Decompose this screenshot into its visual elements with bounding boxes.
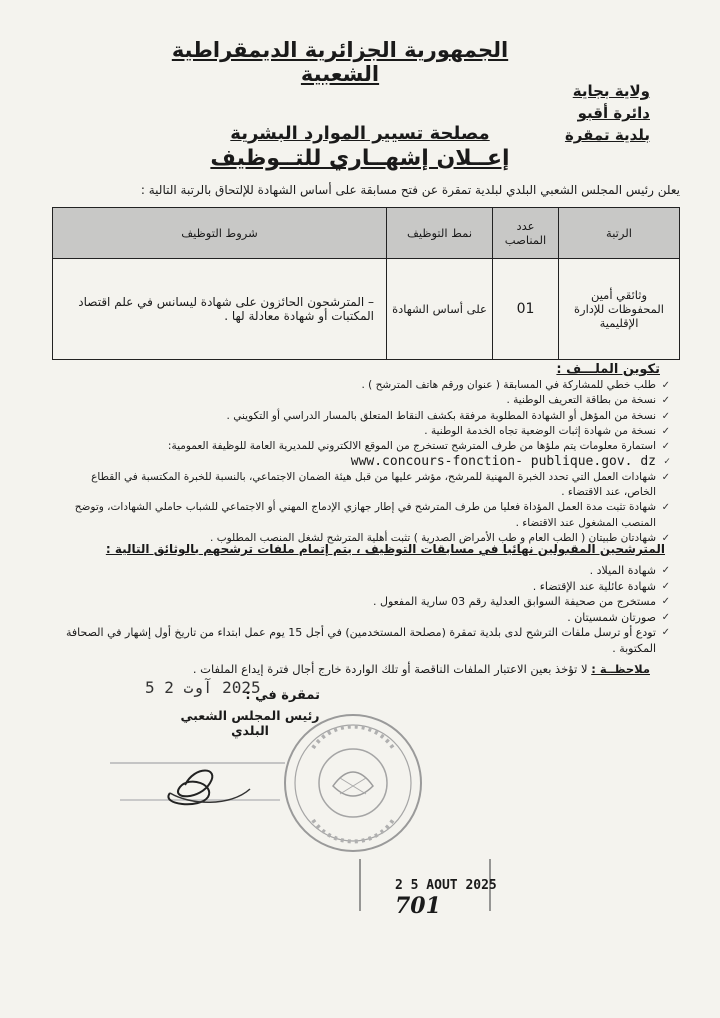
list-item: ✓ نسخة من بطاقة التعريف الوطنية .: [60, 393, 670, 408]
received-number: 701: [395, 893, 441, 919]
date-stamp: 2025 آوت 2 5: [145, 678, 261, 697]
signature-icon: [100, 745, 290, 835]
cell-conditions: – المترشحون الحائزون على شهادة ليسانس في علم اقتصاد المكتبات أو شهادة معادلة لها .: [53, 259, 387, 360]
note: [50, 662, 650, 676]
intro-paragraph: يعلن رئيس المجلس الشعبي البلدي لبلدية تمقرة عن فتح مسابقة على أساس الشهادة للإلتحاق بالرتبة التالية :: [140, 183, 680, 197]
list-item: ✓ شهادات العمل التي تحدد الخبرة المهنية للمرشح، مؤشر عليها من قبل هيئة الضمان الاجتماعي، بالنسبة للخبرة المكتسبة في القطاع الخاص، عند الاقتضاء .: [60, 470, 670, 501]
list-item: ✓ مستخرج من صحيفة السوابق العدلية رقم 03 سارية المفعول .: [60, 594, 670, 610]
service-title: مصلحة تسيير الموارد البشرية: [230, 123, 490, 144]
list-item: ✓ نسخة من شهادة إثبات الوضعية تجاه الخدمة الوطنية .: [60, 424, 670, 439]
website-url: ✓ www.concours-fonction- publique.gov. dz: [60, 454, 670, 469]
list-item: ✓ شهادة عائلية عند الإقتضاء .: [60, 579, 670, 595]
cell-count: 01: [493, 259, 559, 360]
header-mode: نمط التوظيف: [387, 208, 493, 259]
header-conditions: شروط التوظيف: [53, 208, 387, 259]
list-item: ✓ صورتان شمسيتان .: [60, 610, 670, 626]
file-section-title: تكوين الملـــف :: [556, 362, 660, 377]
received-date: 2 5 AOUT 2025: [395, 878, 497, 893]
place-label: تمقرة في :: [245, 688, 320, 703]
header-count: عدد المناصب: [493, 208, 559, 259]
wilaya-label: ولاية بجاية: [572, 82, 650, 100]
republic-title: الجمهورية الجزائرية الديمقراطية الشعبية: [171, 38, 509, 86]
note-label: ملاحظــة :: [591, 662, 650, 676]
list-item: ✓ استمارة معلومات يتم ملؤها من طرف المترشح تستخرج من الموقع الالكتروني للمديرية العامة للوظيفة العمومية:: [60, 439, 670, 454]
list-item: ✓ شهادة تثبت مدة العمل المؤداة فعليا من طرف المترشح في إطار جهازي الإدماج المهني أو الاجتماعي للشباب حاملي الشهادات، وتوضح المنصب المشغول عند الاقتضاء .: [60, 500, 670, 531]
cell-grade: وثائقي أمين المحفوظات للإدارة الإقليمية: [559, 259, 680, 360]
list-item: ✓ طلب خطي للمشاركة في المسابقة ( عنوان ورقم هاتف المترشح ) .: [60, 378, 670, 393]
table-row: [53, 259, 680, 360]
final-documents-list: [60, 563, 670, 656]
announcement-title: إعــلان إشهــاري للتــوظيف: [210, 146, 510, 171]
daira-label: دائرة أقبو: [577, 104, 650, 122]
list-item: ✓ شهادة الميلاد .: [60, 563, 670, 579]
list-item: ✓ شهادتان طبيتان ( الطب العام و طب الأمراض الصدرية ) تثبت أهلية المترشح لشغل المنصب المطلوب .: [60, 531, 670, 546]
header-grade: الرتبة: [559, 208, 680, 259]
documents-list: [60, 378, 670, 546]
signatory-title: رئيس المجلس الشعبي البلدي: [180, 708, 320, 738]
official-seal-icon: [278, 708, 428, 858]
recruitment-table: [52, 207, 680, 360]
administrative-header: [565, 80, 650, 146]
note-text: لا تؤخذ بعين الاعتبار الملفات الناقصة أو تلك الواردة خارج أجال فترة إيداع الملفات .: [192, 662, 588, 676]
final-documents-title: المترشحين المقبولين نهائيا في مسابقات التوظيف ، يتم إتمام ملفات ترشحهم بالوثائق التالية :: [105, 542, 665, 556]
table-header-row: [53, 208, 680, 259]
list-item: ✓ نسخة من المؤهل أو الشهادة المطلوبة مرفقة بكشف النقاط المتعلق بالمسار الدراسي أو التكويني .: [60, 409, 670, 424]
cell-mode: على أساس الشهادة: [387, 259, 493, 360]
list-item: ✓ تودع أو ترسل ملفات الترشح لدى بلدية تمقرة (مصلحة المستخدمين) في أجل 15 يوم عمل ابتداء من تاريخ أول إشهار في الصحافة المكتوبة .: [60, 625, 670, 656]
commune-label: بلدية تمقرة: [564, 126, 650, 144]
